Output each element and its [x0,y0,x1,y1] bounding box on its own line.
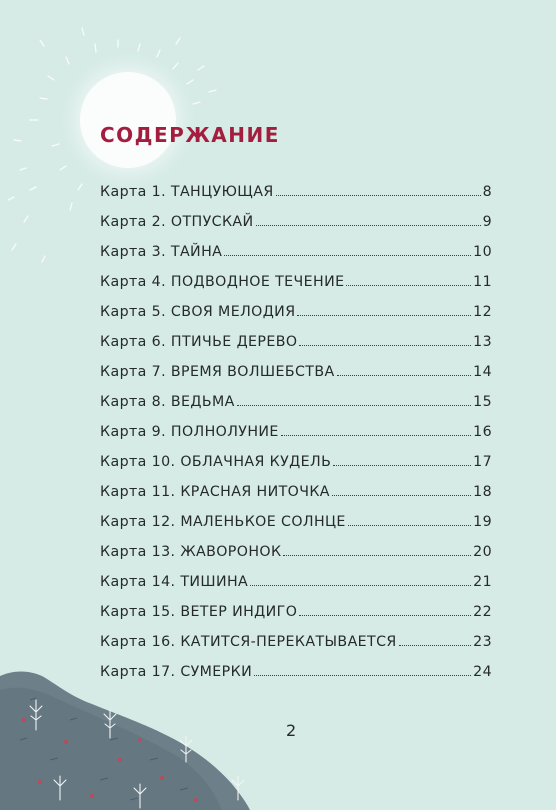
toc-entry-title: Карта 13. ЖАВОРОНОК [100,544,282,560]
toc-entry-page: 11 [473,274,492,290]
toc-entry-page: 22 [473,604,492,620]
toc-entry-page: 20 [473,544,492,560]
toc-entry-title: Карта 10. ОБЛАЧНАЯ КУДЕЛЬ [100,454,332,470]
page-title: СОДЕРЖАНИЕ [100,123,280,147]
toc-entry-title: Карта 7. ВРЕМЯ ВОЛШЕБСТВА [100,364,335,380]
toc-entry-title: Карта 11. КРАСНАЯ НИТОЧКА [100,484,330,500]
toc-entry-title: Карта 14. ТИШИНА [100,574,249,590]
toc-entry-page: 14 [473,364,492,380]
toc-entry-page: 15 [473,394,492,410]
toc-entry-page: 8 [482,184,492,200]
toc-entry-title: Карта 15. ВЕТЕР ИНДИГО [100,604,298,620]
toc-entry-title: Карта 9. ПОЛНОЛУНИЕ [100,424,279,440]
toc-entry-title: Карта 16. КАТИТСЯ-ПЕРЕКАТЫВАЕТСЯ [100,634,397,650]
toc-entry-title: Карта 4. ПОДВОДНОЕ ТЕЧЕНИЕ [100,274,345,290]
toc-entry-title: Карта 2. ОТПУСКАЙ [100,214,254,230]
toc-entry-page: 13 [473,334,492,350]
toc-entry-page: 21 [473,574,492,590]
toc-entry-page: 18 [473,484,492,500]
toc-entry-title: Карта 1. ТАНЦУЮЩАЯ [100,184,274,200]
toc-entry-page: 23 [473,634,492,650]
toc-entry-title: Карта 3. ТАЙНА [100,244,223,260]
toc-entry-page: 24 [473,664,492,680]
page-number: 2 [286,721,297,740]
toc-entry-title: Карта 17. СУМЕРКИ [100,664,253,680]
toc-entry-page: 9 [482,214,492,230]
toc-entry-title: Карта 6. ПТИЧЬЕ ДЕРЕВО [100,334,298,350]
toc-entry-page: 10 [473,244,492,260]
toc-entry-page: 19 [473,514,492,530]
toc-entry-title: Карта 5. СВОЯ МЕЛОДИЯ [100,304,296,320]
toc-entry-page: 12 [473,304,492,320]
toc-entry-title: Карта 12. МАЛЕНЬКОЕ СОЛНЦЕ [100,514,346,530]
toc-entry-title: Карта 8. ВЕДЬМА [100,394,235,410]
toc-entry-page: 16 [473,424,492,440]
toc-entry-page: 17 [473,454,492,470]
